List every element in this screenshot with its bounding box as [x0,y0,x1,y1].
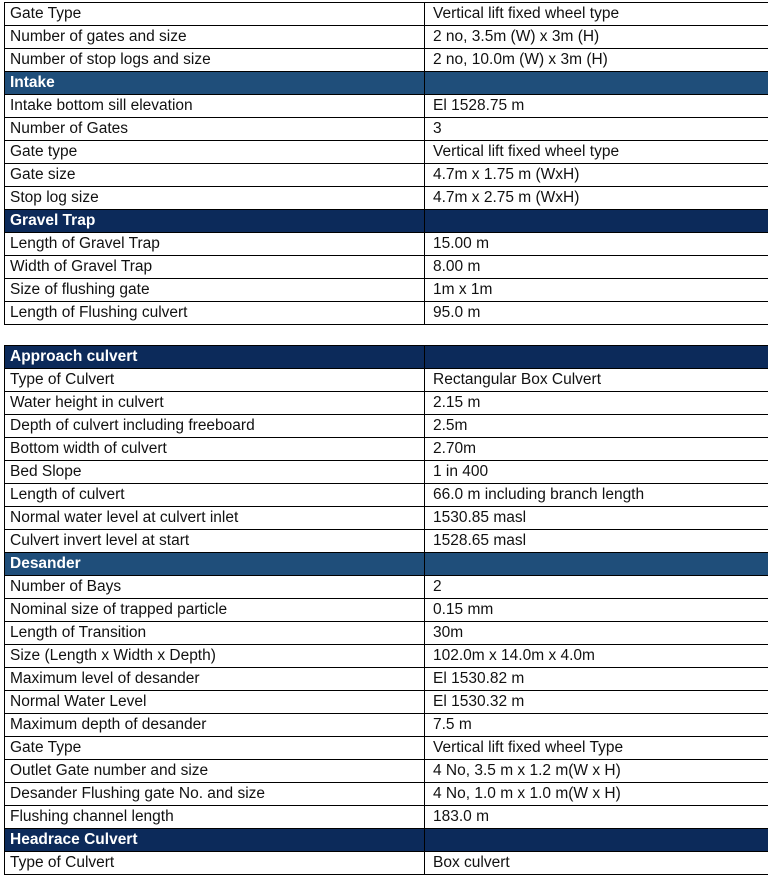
parameter-label: Number of stop logs and size [5,49,425,72]
parameter-value: 66.0 m including branch length [425,484,768,507]
table-row [5,714,768,737]
parameter-value: 2.15 m [425,392,768,415]
table-row [5,256,768,279]
table-row [5,576,768,599]
table-row [5,302,768,325]
section-title: Desander [5,553,425,576]
parameter-label: Normal Water Level [5,691,425,714]
parameter-label: Number of gates and size [5,26,425,49]
parameter-label: Maximum level of desander [5,668,425,691]
table-row [5,164,768,187]
table-row [5,233,768,256]
parameter-value: 8.00 m [425,256,768,279]
parameter-value: 4.7m x 2.75 m (WxH) [425,187,768,210]
section-header-row [5,346,768,369]
table-body [5,346,768,875]
parameter-label: Flushing channel length [5,806,425,829]
table-row [5,760,768,783]
parameter-value: 4.7m x 1.75 m (WxH) [425,164,768,187]
table-row [5,507,768,530]
table-row [5,438,768,461]
table-row [5,461,768,484]
table-row [5,668,768,691]
parameter-value: 1 in 400 [425,461,768,484]
section-header-row [5,829,768,852]
parameter-label: Desander Flushing gate No. and size [5,783,425,806]
parameter-value: 1528.65 masl [425,530,768,553]
parameter-value: El 1530.32 m [425,691,768,714]
section-header-row [5,210,768,233]
parameter-value: El 1528.75 m [425,95,768,118]
parameter-value: 3 [425,118,768,141]
parameter-value: 95.0 m [425,302,768,325]
table-row [5,369,768,392]
table-row [5,645,768,668]
specification-table-upper [4,2,768,325]
section-header-row [5,553,768,576]
table-row [5,852,768,875]
parameter-label: Width of Gravel Trap [5,256,425,279]
table-row [5,392,768,415]
parameter-label: Depth of culvert including freeboard [5,415,425,438]
parameter-value: 4 No, 3.5 m x 1.2 m(W x H) [425,760,768,783]
table-row [5,279,768,302]
parameter-label: Normal water level at culvert inlet [5,507,425,530]
parameter-value: Vertical lift fixed wheel type [425,141,768,164]
parameter-label: Gate Type [5,3,425,26]
table-row [5,141,768,164]
table-row [5,484,768,507]
parameter-label: Type of Culvert [5,852,425,875]
parameter-label: Outlet Gate number and size [5,760,425,783]
parameter-value: 2.5m [425,415,768,438]
table-row [5,3,768,26]
table-row [5,806,768,829]
parameter-value: 7.5 m [425,714,768,737]
parameter-label: Maximum depth of desander [5,714,425,737]
table-row [5,49,768,72]
parameter-value: 2 no, 3.5m (W) x 3m (H) [425,26,768,49]
section-blank-cell [425,72,768,95]
parameter-value: 183.0 m [425,806,768,829]
table-row [5,95,768,118]
parameter-label: Number of Bays [5,576,425,599]
parameter-value: 1530.85 masl [425,507,768,530]
table-row [5,783,768,806]
parameter-value: Box culvert [425,852,768,875]
parameter-label: Gate size [5,164,425,187]
section-blank-cell [425,346,768,369]
section-title: Intake [5,72,425,95]
parameter-label: Length of culvert [5,484,425,507]
section-header-row [5,72,768,95]
parameter-label: Length of Flushing culvert [5,302,425,325]
parameter-value: El 1530.82 m [425,668,768,691]
parameter-value: 1m x 1m [425,279,768,302]
parameter-value: Rectangular Box Culvert [425,369,768,392]
table-row [5,599,768,622]
parameter-label: Nominal size of trapped particle [5,599,425,622]
parameter-value: 30m [425,622,768,645]
parameter-value: 15.00 m [425,233,768,256]
parameter-label: Bottom width of culvert [5,438,425,461]
section-blank-cell [425,829,768,852]
parameter-label: Intake bottom sill elevation [5,95,425,118]
table-row [5,530,768,553]
table-row [5,26,768,49]
table-row [5,187,768,210]
parameter-label: Size of flushing gate [5,279,425,302]
parameter-label: Gate type [5,141,425,164]
parameter-value: Vertical lift fixed wheel type [425,3,768,26]
parameter-label: Number of Gates [5,118,425,141]
parameter-value: 2 [425,576,768,599]
table-row [5,691,768,714]
table-row [5,415,768,438]
parameter-label: Size (Length x Width x Depth) [5,645,425,668]
section-title: Gravel Trap [5,210,425,233]
parameter-label: Type of Culvert [5,369,425,392]
parameter-label: Length of Gravel Trap [5,233,425,256]
section-blank-cell [425,553,768,576]
parameter-label: Gate Type [5,737,425,760]
section-title: Headrace Culvert [5,829,425,852]
parameter-value: 2.70m [425,438,768,461]
parameter-value: 102.0m x 14.0m x 4.0m [425,645,768,668]
parameter-label: Culvert invert level at start [5,530,425,553]
parameter-label: Length of Transition [5,622,425,645]
section-title: Approach culvert [5,346,425,369]
parameter-value: 2 no, 10.0m (W) x 3m (H) [425,49,768,72]
table-row [5,622,768,645]
parameter-value: 4 No, 1.0 m x 1.0 m(W x H) [425,783,768,806]
table-row [5,737,768,760]
table-row [5,118,768,141]
parameter-label: Stop log size [5,187,425,210]
section-blank-cell [425,210,768,233]
table-body [5,3,768,325]
parameter-label: Water height in culvert [5,392,425,415]
parameter-value: 0.15 mm [425,599,768,622]
parameter-label: Bed Slope [5,461,425,484]
specification-table-lower [4,345,768,875]
parameter-value: Vertical lift fixed wheel Type [425,737,768,760]
